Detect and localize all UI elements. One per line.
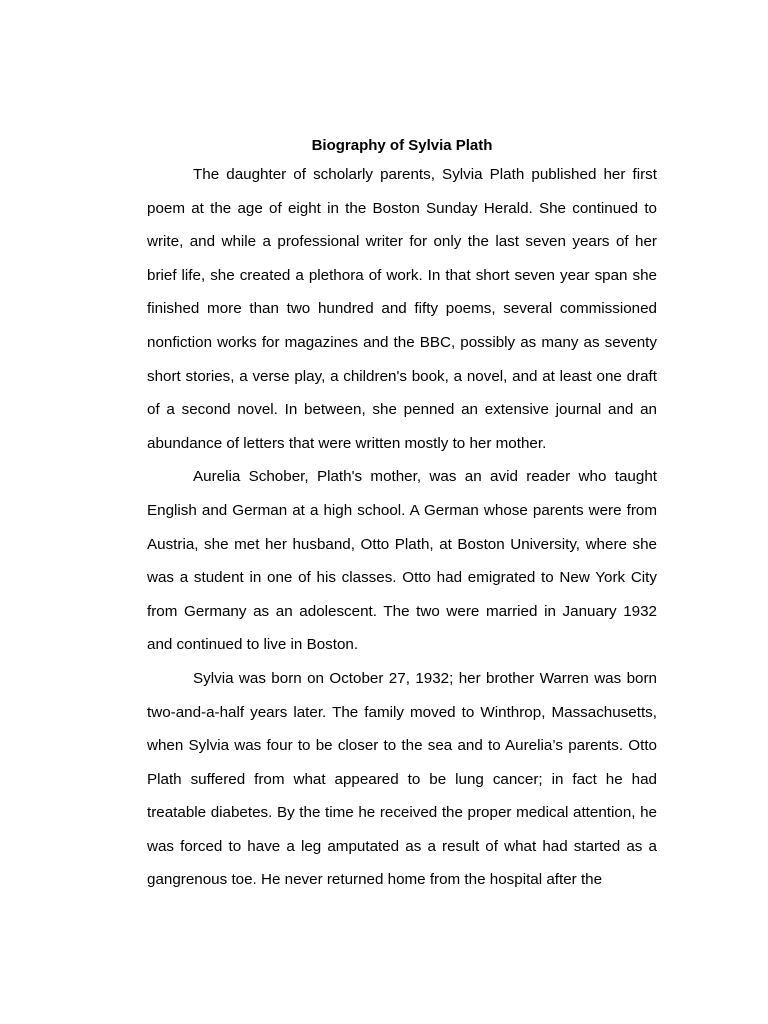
document-page	[147, 135, 657, 897]
paragraph-2: Aurelia Schober, Plath's mother, was an avid reader who taught English and German at a high school. A German whose parents were from Austria, she met her husband, Otto Plath, at Boston University, where she was a student in one of his classes. Otto had emigrated to New York City from Germany as an adolescent. The two were married in January 1932 and continued to live in Boston.	[147, 468, 657, 654]
document-title: Biography of Sylvia Plath	[311, 137, 493, 154]
paragraph-3: Sylvia was born on October 27, 1932; her brother Warren was born two-and-a-half years later. The family moved to Winthrop, Massachusetts, when Sylvia was four to be closer to the sea and to Aurelia’s parents. Otto Plath suffered from what appeared to be lung cancer; in fact he had treatable diabetes. By the time he received the proper medical attention, he was forced to have a leg amputated as a result of what had started as a gangrenous toe. He never returned home from the hospital after the	[147, 669, 657, 889]
paragraph-1: The daughter of scholarly parents, Sylvia Plath published her first poem at the age of eight in the Boston Sunday Herald. She continued to write, and while a professional writer for only the last seven years of her brief life, she created a plethora of work. In that short seven year span she finished more than two hundred and fifty poems, several commissioned nonfiction works for magazines and the BBC, possibly as many as seventy short stories, a verse play, a children's book, a novel, and at least one draft of a second novel. In between, she penned an extensive journal and an abundance of letters that were written mostly to her mother.	[147, 166, 657, 452]
